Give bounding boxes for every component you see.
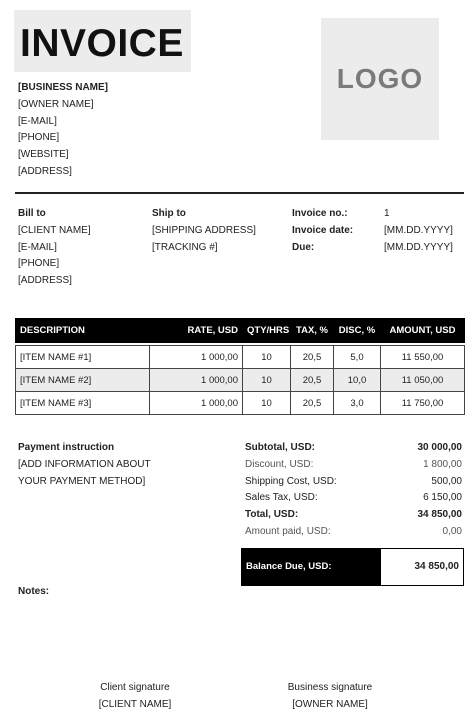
sales-tax-value: 6 150,00 — [423, 492, 462, 504]
business-signature-label: Business signature — [287, 682, 373, 693]
shipping-label: Shipping Cost, USD: — [245, 475, 337, 487]
payment-instruction — [18, 440, 151, 490]
business-name: [BUSINESS NAME] — [18, 82, 109, 93]
discount-row — [245, 457, 464, 474]
client-name: [CLIENT NAME] — [18, 224, 91, 236]
business-phone: [PHONE] — [18, 132, 60, 144]
client-phone: [PHONE] — [18, 258, 60, 270]
header-divider — [15, 192, 464, 194]
col-qty: QTY/HRS — [243, 319, 291, 343]
item-description: [ITEM NAME #3] — [16, 392, 150, 415]
shipping-row — [245, 474, 464, 491]
invoice-title: INVOICE — [20, 22, 184, 65]
client-signature-label: Client signature — [100, 682, 170, 693]
item-amount: 11 050,00 — [381, 369, 465, 392]
amount-paid-row — [245, 524, 464, 541]
total-value: 34 850,00 — [417, 509, 462, 521]
ship-to-heading: Ship to — [152, 208, 186, 219]
client-signature — [65, 679, 205, 713]
item-rate: 1 000,00 — [150, 369, 243, 392]
business-signature-name: [OWNER NAME] — [292, 699, 368, 710]
discount-label: Discount, USD: — [245, 458, 314, 470]
items-header-row — [16, 319, 465, 343]
table-row — [16, 346, 465, 369]
col-disc: DISC, % — [334, 319, 381, 343]
balance-due-value: 34 850,00 — [414, 561, 459, 572]
discount-value: 1 800,00 — [423, 458, 462, 470]
item-tax: 20,5 — [291, 346, 334, 369]
col-rate: RATE, USD — [150, 319, 243, 343]
item-amount: 11 750,00 — [381, 392, 465, 415]
notes-label: Notes: — [18, 586, 50, 597]
totals-summary — [245, 440, 464, 541]
item-tax: 20,5 — [291, 369, 334, 392]
subtotal-row — [245, 440, 464, 457]
item-disc: 5,0 — [334, 346, 381, 369]
sales-tax-row — [245, 490, 464, 507]
shipping-value: 500,00 — [431, 475, 462, 487]
invoice-no-label: Invoice no.: — [292, 208, 348, 219]
business-info — [18, 80, 108, 181]
payment-line-2: YOUR PAYMENT METHOD] — [18, 475, 146, 487]
table-row — [16, 369, 465, 392]
business-signature — [260, 679, 400, 713]
item-qty: 10 — [243, 346, 291, 369]
invoice-no-value: 1 — [384, 208, 390, 219]
col-description: DESCRIPTION — [16, 319, 150, 343]
total-row — [245, 507, 464, 524]
amount-paid-label: Amount paid, USD: — [245, 525, 331, 537]
due-value: [MM.DD.YYYY] — [384, 241, 453, 253]
item-rate: 1 000,00 — [150, 392, 243, 415]
logo-placeholder — [321, 18, 439, 140]
total-label: Total, USD: — [245, 509, 299, 521]
business-address: [ADDRESS] — [18, 165, 72, 177]
amount-paid-value: 0,00 — [442, 525, 462, 537]
payment-line-1: [ADD INFORMATION ABOUT — [18, 458, 151, 470]
client-address: [ADDRESS] — [18, 275, 72, 287]
payment-heading: Payment instruction — [18, 442, 115, 453]
items-table — [15, 318, 464, 415]
item-description: [ITEM NAME #2] — [16, 369, 150, 392]
invoice-meta-values — [384, 206, 453, 256]
owner-name: [OWNER NAME] — [18, 98, 94, 110]
sales-tax-label: Sales Tax, USD: — [245, 492, 318, 504]
item-disc: 3,0 — [334, 392, 381, 415]
due-label: Due: — [292, 241, 315, 253]
item-qty: 10 — [243, 369, 291, 392]
shipping-address: [SHIPPING ADDRESS] — [152, 224, 256, 236]
table-row — [16, 392, 465, 415]
item-rate: 1 000,00 — [150, 346, 243, 369]
col-amount: AMOUNT, USD — [381, 319, 465, 343]
subtotal-value: 30 000,00 — [417, 442, 462, 453]
item-tax: 20,5 — [291, 392, 334, 415]
item-disc: 10,0 — [334, 369, 381, 392]
client-email: [E-MAIL] — [18, 241, 57, 253]
bill-to-heading: Bill to — [18, 208, 46, 219]
item-description: [ITEM NAME #1] — [16, 346, 150, 369]
business-website: [WEBSITE] — [18, 149, 69, 161]
bill-to-section — [18, 206, 91, 290]
invoice-date-value: [MM.DD.YYYY] — [384, 224, 453, 236]
balance-due-label: Balance Due, USD: — [242, 549, 381, 585]
subtotal-label: Subtotal, USD: — [245, 442, 315, 453]
logo-text: LOGO — [336, 63, 424, 94]
client-signature-name: [CLIENT NAME] — [98, 699, 172, 710]
invoice-meta-labels — [292, 206, 353, 256]
ship-to-section — [152, 206, 256, 256]
invoice-date-label: Invoice date: — [292, 224, 354, 236]
item-qty: 10 — [243, 392, 291, 415]
tracking-number: [TRACKING #] — [152, 241, 218, 253]
balance-due-box — [241, 548, 464, 586]
item-amount: 11 550,00 — [381, 346, 465, 369]
col-tax: TAX, % — [291, 319, 334, 343]
business-email: [E-MAIL] — [18, 115, 57, 127]
